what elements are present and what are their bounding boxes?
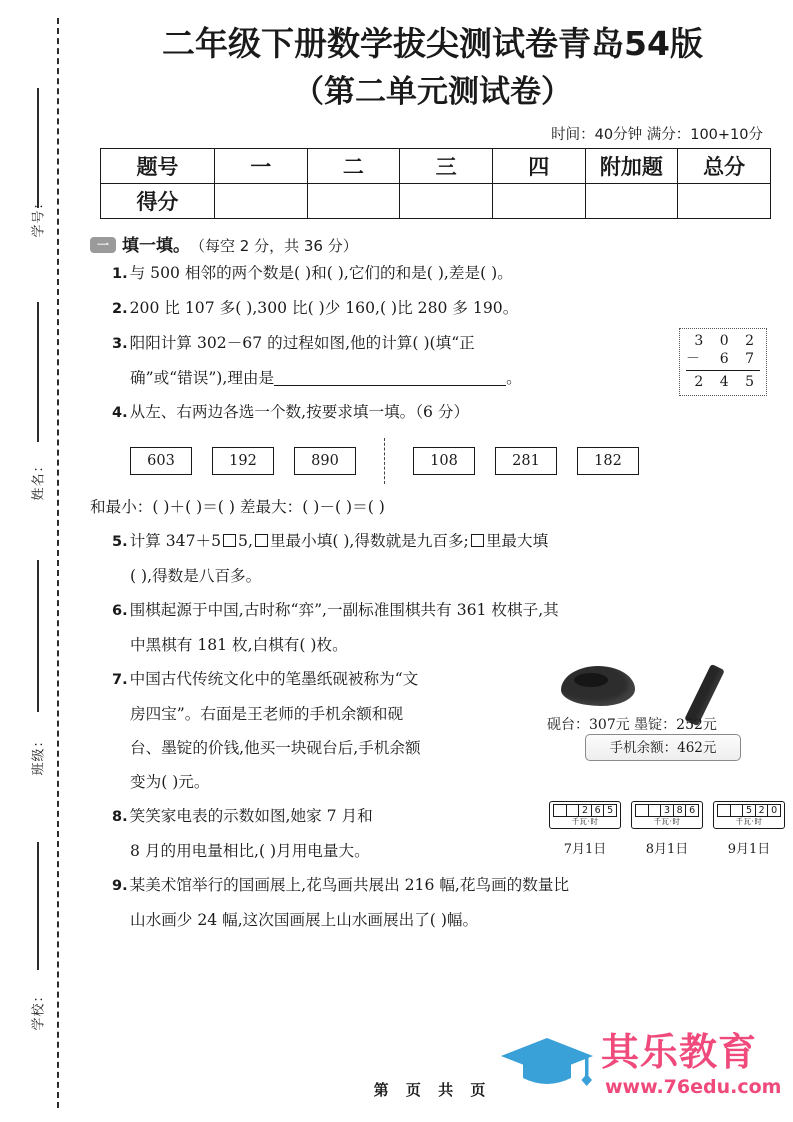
meter-digit xyxy=(731,805,744,816)
score-col-2: 二 xyxy=(307,149,400,184)
meter-date-label: 7月1日 xyxy=(563,842,607,857)
meter-digit: 2 xyxy=(579,805,592,816)
question-7-line-c: 台、墨锭的价钱,他买一块砚台后,手机余额 xyxy=(130,739,421,757)
question-number: 2. xyxy=(112,301,128,317)
section-number-badge: 一 xyxy=(90,237,116,253)
question-6 xyxy=(72,593,793,662)
question-1 xyxy=(72,256,793,291)
vcalc-operator: － xyxy=(686,351,706,367)
question-text: 确”或“错误”),理由是 xyxy=(130,369,275,387)
question-text: 某美术馆举行的国画展上,花鸟画共展出 216 幅,花鸟画的数量比 xyxy=(129,876,570,894)
question-3 xyxy=(72,326,793,395)
question-text: 阳阳计算 302－67 的过程如图,他的计算( )(填“正 xyxy=(129,334,475,352)
question-4-answer-line: 和最小：( )＋( )＝( ) 差最大：( )－( )＝( ) xyxy=(90,498,385,516)
question-5-line-b: ( ),得数是八百多。 xyxy=(130,567,262,585)
meter-digit: 6 xyxy=(592,805,605,816)
question-8-line-b: 8 月的用电量相比,( )月用电量大。 xyxy=(130,842,370,860)
number-box-left-1[interactable]: 603 xyxy=(130,447,192,475)
question-number: 8. xyxy=(112,809,128,825)
meter-digit: 5 xyxy=(607,805,614,816)
question-7-line-d: 变为( )元。 xyxy=(130,773,210,791)
meter-column-2 xyxy=(631,801,703,867)
empty-square-box-icon[interactable] xyxy=(255,534,268,547)
question-number: 3. xyxy=(112,336,128,352)
meter-digit-row xyxy=(553,804,617,817)
brand-name: 其乐教育 xyxy=(601,1030,758,1074)
score-col-3: 三 xyxy=(400,149,493,184)
question-text-end: 。 xyxy=(506,369,522,387)
electric-meter-icon xyxy=(713,801,785,829)
inkstone-icon xyxy=(561,666,635,706)
question-text: 里最小填( ),得数就是九百多; xyxy=(269,532,469,550)
seal-rule-segment xyxy=(37,302,39,442)
section-title: 填一填。 xyxy=(122,236,190,256)
question-3-line-b xyxy=(112,361,775,395)
question-number: 7. xyxy=(112,672,128,688)
number-box-left-3[interactable]: 890 xyxy=(294,447,356,475)
question-number: 4. xyxy=(112,405,128,421)
vcalc-divider xyxy=(686,370,760,371)
question-text: 笑笑家电表的示数如图,她家 7 月和 xyxy=(129,807,373,825)
meter-digit xyxy=(636,805,649,816)
number-box-left-2[interactable]: 192 xyxy=(212,447,274,475)
seal-dashed-line xyxy=(57,18,59,1108)
meter-digit: 2 xyxy=(756,805,769,816)
question-6-line-a xyxy=(112,593,775,628)
question-4 xyxy=(72,395,793,430)
question-9-line-a xyxy=(112,868,775,903)
meter-column-3 xyxy=(713,801,785,867)
meter-digit-row xyxy=(717,804,781,817)
score-cell-2[interactable] xyxy=(307,184,400,219)
question-text: 围棋起源于中国,古时称“弈”,一副标准围棋共有 361 枚棋子,其 xyxy=(129,601,559,619)
item-prices-label: 砚台：307元 墨锭：252元 xyxy=(547,717,717,733)
question-text: 5, xyxy=(238,532,253,550)
seal-label-class: 班级： xyxy=(31,733,47,776)
exam-meta-info: 时间：40分钟 满分：100+10分 xyxy=(551,127,763,143)
question-7 xyxy=(72,662,793,799)
question-9 xyxy=(72,868,793,937)
meter-unit-label: 千瓦·时 xyxy=(571,817,599,826)
question-2 xyxy=(72,291,793,326)
score-table-wrapper xyxy=(72,148,793,219)
question-6-line-b: 中黑棋有 181 枚,白棋有( )枚。 xyxy=(130,636,348,654)
meter-digit xyxy=(649,805,662,816)
page-footer: 第 页 共 页 xyxy=(373,1081,492,1099)
vcalc-subtrahend-row xyxy=(686,350,760,368)
score-col-4: 四 xyxy=(492,149,585,184)
empty-square-box-icon[interactable] xyxy=(223,534,236,547)
score-cell-3[interactable] xyxy=(400,184,493,219)
number-box-right-1[interactable]: 108 xyxy=(413,447,475,475)
question-text: 200 比 107 多( ),300 比( )少 160,( )比 280 多 190。 xyxy=(129,299,519,317)
score-cell-4[interactable] xyxy=(492,184,585,219)
question-number: 1. xyxy=(112,266,128,282)
meter-digit: 8 xyxy=(674,805,687,816)
section-points: （每空 2 分，共 36 分） xyxy=(190,237,358,255)
seal-label-student-id: 学号： xyxy=(31,195,47,238)
vertical-calculation-diagram xyxy=(679,328,767,396)
question-7-line-a xyxy=(112,662,542,697)
question-5 xyxy=(72,524,793,593)
question-text: 中国古代传统文化中的笔墨纸砚被称为“文 xyxy=(129,670,419,688)
score-table-row-label: 得分 xyxy=(101,184,215,219)
seal-rule-segment xyxy=(37,88,39,208)
vcalc-minuend: 3 0 2 xyxy=(694,333,760,349)
title-subtitle: （第二单元测试卷） xyxy=(293,74,572,110)
question-text: 从左、右两边各选一个数,按要求填一填。（6 分） xyxy=(129,403,470,421)
meter-unit-label: 千瓦·时 xyxy=(653,817,681,826)
number-choice-row xyxy=(72,438,793,484)
question-text: 与 500 相邻的两个数是( )和( ),它们的和是( ),差是( )。 xyxy=(129,264,513,282)
brand-url: www.76edu.com xyxy=(605,1076,782,1098)
question-number: 9. xyxy=(112,878,128,894)
vertical-dashed-divider xyxy=(384,438,385,484)
question-number: 6. xyxy=(112,603,128,619)
score-cell-bonus[interactable] xyxy=(585,184,678,219)
score-col-total: 总分 xyxy=(678,149,771,184)
seal-margin-strip xyxy=(0,0,72,1122)
score-cell-1[interactable] xyxy=(214,184,307,219)
question-9-line-b: 山水画少 24 幅,这次国画展上山水画展出了( )幅。 xyxy=(130,911,479,929)
number-box-right-3[interactable]: 182 xyxy=(577,447,639,475)
score-cell-total[interactable] xyxy=(678,184,771,219)
question-5-line-a xyxy=(112,524,775,559)
seal-label-school: 学校： xyxy=(31,988,47,1031)
question-text: 里最大填 xyxy=(485,532,549,550)
meter-digit xyxy=(554,805,567,816)
question-7-line-b: 房四宝”。右面是王老师的手机余额和砚 xyxy=(130,705,404,723)
meter-digit: 0 xyxy=(771,805,778,816)
score-col-bonus: 附加题 xyxy=(585,149,678,184)
meter-digit: 3 xyxy=(661,805,674,816)
question-number: 5. xyxy=(112,534,128,550)
meter-digit xyxy=(718,805,731,816)
question-7-text-block xyxy=(112,662,542,799)
electric-meters-group xyxy=(549,801,785,867)
meter-digit: 6 xyxy=(689,805,696,816)
title-main: 二年级下册数学拔尖测试卷青岛54版 xyxy=(162,24,703,63)
question-8-text-block xyxy=(112,799,532,868)
seal-rule-segment xyxy=(37,560,39,712)
vcalc-subtrahend: 6 7 xyxy=(719,351,760,367)
electric-meter-icon xyxy=(549,801,621,829)
seal-label-name: 姓名： xyxy=(31,458,47,501)
phone-balance-badge: 手机余额：462元 xyxy=(585,734,741,761)
empty-square-box-icon[interactable] xyxy=(471,534,484,547)
meter-column-1 xyxy=(549,801,621,867)
score-col-1: 一 xyxy=(214,149,307,184)
seal-rule-segment xyxy=(37,842,39,970)
score-table-row-label: 题号 xyxy=(101,149,215,184)
question-3-line-a xyxy=(112,326,775,361)
page-title xyxy=(72,0,793,114)
table-row-header xyxy=(101,149,771,184)
answer-blank-line[interactable] xyxy=(274,369,506,386)
question-8-line-a xyxy=(112,799,532,834)
electric-meter-icon xyxy=(631,801,703,829)
meter-date-label: 9月1日 xyxy=(727,842,771,857)
exam-page xyxy=(72,0,793,1122)
meter-unit-label: 千瓦·时 xyxy=(735,817,763,826)
score-table xyxy=(100,148,771,219)
vcalc-result: 2 4 5 xyxy=(694,374,760,390)
table-row-scores xyxy=(101,184,771,219)
meter-digit xyxy=(567,805,580,816)
question-8 xyxy=(72,799,793,868)
number-box-right-2[interactable]: 281 xyxy=(495,447,557,475)
meter-date-label: 8月1日 xyxy=(645,842,689,857)
question-text: 计算 347＋5 xyxy=(129,532,222,550)
meter-digit-row xyxy=(635,804,699,817)
section-heading-1 xyxy=(72,231,793,256)
meter-digit: 5 xyxy=(743,805,756,816)
